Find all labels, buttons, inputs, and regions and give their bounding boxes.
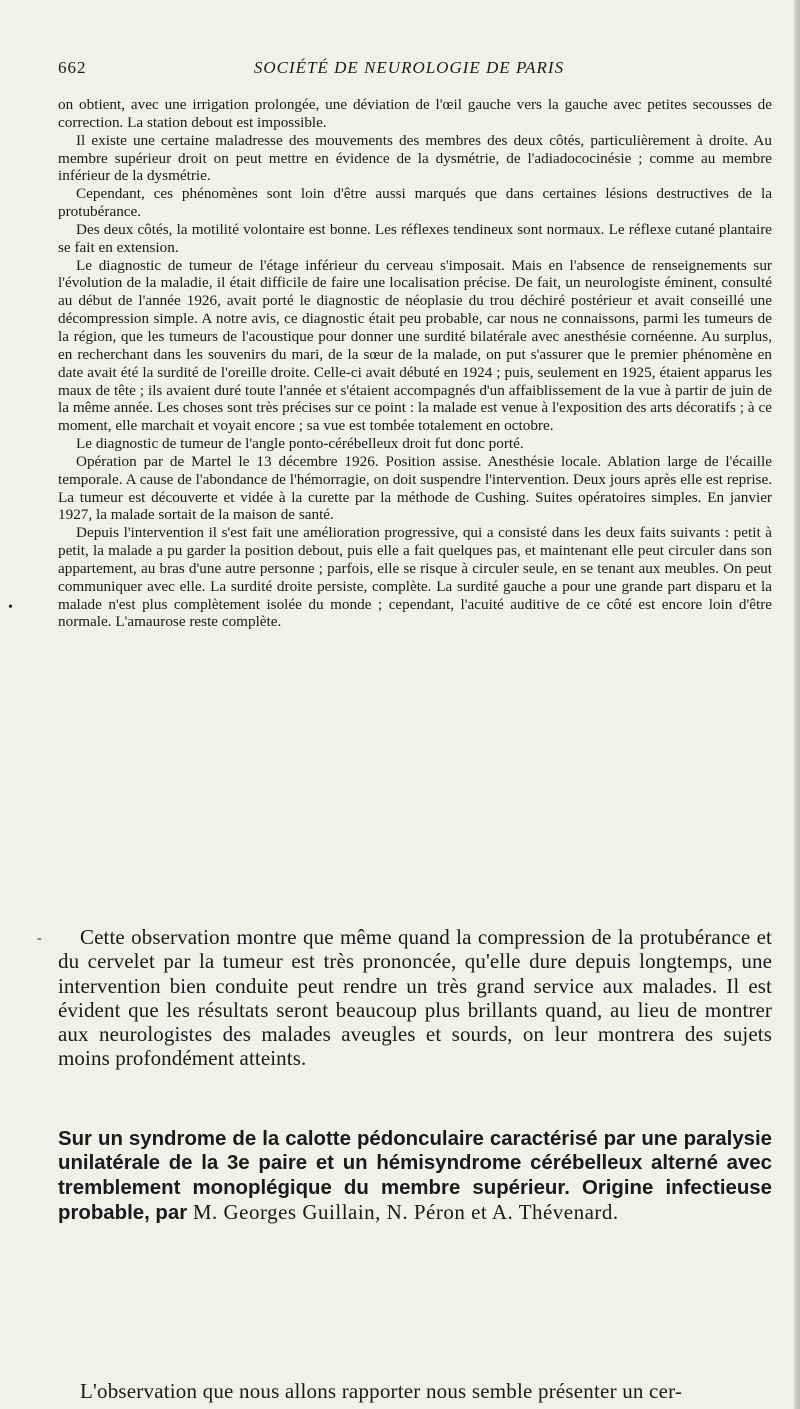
margin-dash-icon: - xyxy=(37,931,42,946)
conclusion-text xyxy=(58,925,772,1071)
page-number: 662 xyxy=(58,58,87,77)
article-title-text: Sur un syndrome de la calotte pédonculaire caractérisé par une paralysie unilatérale de la 3e paire et un hémisyndrome cérébelleux alterné avec tremblement monoplégique du membre supérieur. Origine infectieuse probable, par xyxy=(58,1128,772,1225)
article-title xyxy=(58,1127,772,1226)
paragraph: Il existe une certaine maladresse des mouvements des membres des deux côtés, particulièrement à droite. Au membre supérieur droit on peut mettre en évidence de la dysmétrie, de l'adiadococinésie ; comme au membre inférieur de la dysmétrie. xyxy=(58,131,772,185)
paragraph: Le diagnostic de tumeur de l'étage inférieur du cerveau s'imposait. Mais en l'absence de renseignements sur l'évolution de la maladie, il était difficile de faire une localisation précise. De fait, un neurologiste éminent, consulté au début de l'année 1926, avait porté le diagnostic de néoplasie du trou déchiré postérieur et avait conseillé une décompression simple. A notre avis, ce diagnostic était peu probable, car nous ne connaissons, parmi les tumeurs de la région, que les tumeurs de l'acoustique pour donner une surdité bilatérale avec anesthésie cornéenne. Au surplus, en recherchant dans les souvenirs du mari, de la sœur de la malade, on put s'assurer que le premier phénomène en date avait été la surdité de l'oreille droite. Celle-ci avait débuté en 1924 ; puis, seulement en 1925, étaient apparus les maux de tête ; ils avaient duré toute l'année et s'étaient accompagnés d'un affaiblissement de la vue à partir de juin de la même année. Les choses sont très précises sur ce point : la malade est venue à l'exposition des arts décoratifs ; à ce moment, elle marchait et voyait encore ; sa vue est tombée totalement en octobre. xyxy=(58,256,772,435)
conclusion-paragraph: Cette observation montre que même quand la compression de la protubérance et du cervelet par la tumeur est très prononcée, qu'elle dure depuis longtemps, une intervention bien conduite peut rendre un très grand service aux malades. Il est évident que les résultats seront beaucoup plus brillants quand, au lieu de montrer aux neurologistes des malades aveugles et sourds, on leur montrera des sujets moins profondément atteints. xyxy=(58,925,772,1071)
paragraph: Depuis l'intervention il s'est fait une amélioration progressive, qui a consisté dans les deux faits suivants : petit à petit, la malade a pu garder la position debout, puis elle a fait quelques pas, et maintenant elle peut circuler dans son appartement, au bras d'une autre personne ; parfois, elle se risque à circuler seule, en se tenant aux meubles. On peut communiquer avec elle. La surdité droite persiste, complète. La surdité gauche a pour une grande part disparu et la malade n'est plus complètement isolée du monde ; cependant, l'acuité auditive de ce côté est encore loin d'être normale. L'amaurose reste complète. xyxy=(58,524,772,631)
paragraph: Opération par de Martel le 13 décembre 1926. Position assise. Anesthésie locale. Ablation large de l'écaille temporale. A cause de l'abondance de l'hémorragie, on doit suspendre l'intervention. Deux jours après elle est reprise. La tumeur est découverte et vidée à la curette par la méthode de Cushing. Suites opératoires simples. En janvier 1927, la malade sortait de la maison de santé. xyxy=(58,452,772,524)
article-authors: M. Georges Guillain, N. Péron et A. Thévenard. xyxy=(192,1200,619,1225)
page-header xyxy=(58,58,760,82)
page-edge xyxy=(794,0,800,1409)
article-first-line: L'observation que nous allons rapporter nous semble présenter un cer- xyxy=(80,1379,683,1403)
margin-dot-icon: • xyxy=(8,600,13,615)
paragraph: Cependant, ces phénomènes sont loin d'être aussi marqués que dans certaines lésions destructives de la protubérance. xyxy=(58,185,772,221)
paragraph: Des deux côtés, la motilité volontaire est bonne. Les réflexes tendineux sont normaux. Le réflexe cutané plantaire se fait en extension. xyxy=(58,220,772,256)
paragraph: on obtient, avec une irrigation prolongée, une déviation de l'œil gauche vers la gauche avec petites secousses de correction. La station debout est impossible. xyxy=(58,96,772,131)
running-title: SOCIÉTÉ DE NEUROLOGIE DE PARIS xyxy=(253,58,565,77)
paragraph: Le diagnostic de tumeur de l'angle ponto-cérébelleux droit fut donc porté. xyxy=(76,435,524,453)
case-observation-text xyxy=(58,96,772,631)
